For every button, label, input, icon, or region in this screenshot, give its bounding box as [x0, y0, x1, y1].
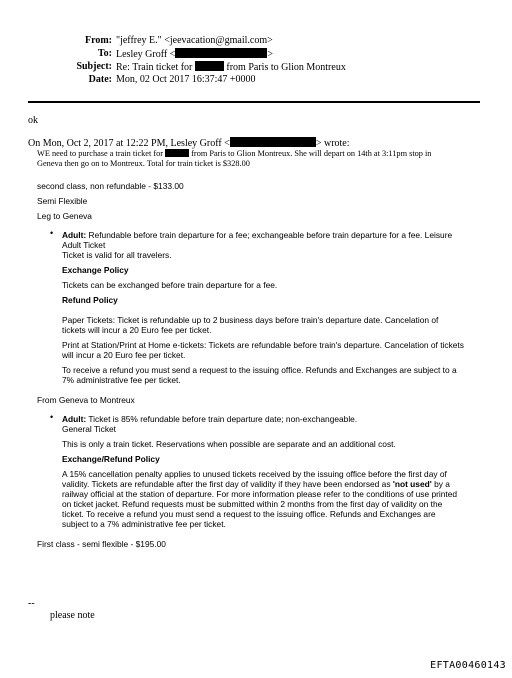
from-geneva-label: From Geneva to Montreux	[37, 395, 135, 405]
penalty-line5: ticket. To receive a refund you must send a request to the issuing office. Refunds and Exchanges are	[62, 509, 436, 519]
exchange-policy-text: Tickets can be exchanged before train departure for a fee.	[62, 280, 278, 290]
paper-tickets-line2: tickets will incur a 20 Euro fee per ticket.	[62, 325, 212, 335]
penalty-line4: on ticket jacket. Refund requests must be submitted within 2 months from the first day of validity on the	[62, 499, 443, 509]
redaction-box	[175, 48, 267, 58]
date-label: Date:	[88, 74, 112, 85]
refund-request-line2: 7% administrative fee per ticket.	[62, 375, 181, 385]
please-note-text: please note	[50, 610, 95, 621]
exchange-refund-title: Exchange/Refund Policy	[62, 454, 160, 464]
to-value: Lesley Groff < >	[116, 49, 273, 60]
request-line-2: Geneva then go on to Montreux. Total for train ticket is $328.00	[37, 159, 250, 168]
quote-intro: On Mon, Oct 2, 2017 at 12:22 PM, Lesley Groff < > wrote:	[28, 138, 350, 149]
bullet: •	[50, 228, 54, 238]
refund-request-line1: To receive a refund you must send a request to the issuing office. Refunds and Exchanges are subject to a	[62, 365, 457, 375]
print-tickets-line2: will incur a 20 Euro fee per ticket.	[62, 350, 186, 360]
adult1-line3: Ticket is valid for all travelers.	[62, 250, 172, 260]
penalty-line6: subject to a 7% administrative fee per ticket.	[62, 519, 226, 529]
semi-flexible-label: Semi Flexible	[37, 196, 88, 206]
header-divider	[28, 101, 480, 103]
exchange-policy-title: Exchange Policy	[62, 265, 129, 275]
penalty-line3: railway official at the station of departure. For more information please refer to the conditions of use printed	[62, 489, 458, 499]
request-line-1: WE need to purchase a train ticket for from Paris to Glion Montreux. She will depart on 14th at 3:11pm stop in	[37, 149, 432, 158]
to-label: To:	[97, 48, 112, 59]
penalty-line1: A 15% cancellation penalty applies to unused tickets received by the issuing office before the first day of	[62, 469, 447, 479]
adult2-line1: Adult: Ticket is 85% refundable before train departure date; non-exchangeable.	[62, 414, 358, 424]
redaction-box	[230, 137, 316, 147]
leg-geneva-label: Leg to Geneva	[37, 211, 92, 221]
signature-dash: --	[28, 598, 35, 609]
reply-text: ok	[28, 115, 38, 126]
document-id: EFTA00460143	[430, 660, 506, 671]
paper-tickets-line1: Paper Tickets: Ticket is refundable up to 2 business days before train's departure date. Cancelation of	[62, 315, 439, 325]
from-label: From:	[84, 35, 112, 46]
date-value: Mon, 02 Oct 2017 16:37:47 +0000	[116, 74, 256, 85]
adult2-line2: General Ticket	[62, 424, 116, 434]
redaction-box	[165, 149, 189, 157]
redaction-box	[195, 61, 224, 71]
subject-value: Re: Train ticket for from Paris to Glion Montreux	[116, 62, 346, 73]
refund-policy-title: Refund Policy	[62, 295, 118, 305]
adult1-line2: Adult Ticket	[62, 240, 106, 250]
first-class-price: First class - semi flexible - $195.00	[37, 539, 166, 549]
bullet: •	[50, 412, 54, 422]
train-ticket-note: This is only a train ticket. Reservations when possible are separate and an additional cost.	[62, 439, 396, 449]
print-tickets-line1: Print at Station/Print at Home e-tickets: Tickets are refundable before train's departure. Cancelation of tickets	[62, 340, 464, 350]
second-class-price: second class, non refundable - $133.00	[37, 181, 184, 191]
subject-label: Subject:	[76, 61, 112, 72]
penalty-line2: validity. Tickets are refundable after the first day of validity if they have been endorsed as 'not used' by a	[62, 479, 450, 489]
adult1-line1: Adult: Refundable before train departure for a fee; exchangeable before train departure for a fee. Leisure	[62, 230, 453, 240]
from-value: "jeffrey E." <jeevacation@gmail.com>	[116, 35, 273, 46]
